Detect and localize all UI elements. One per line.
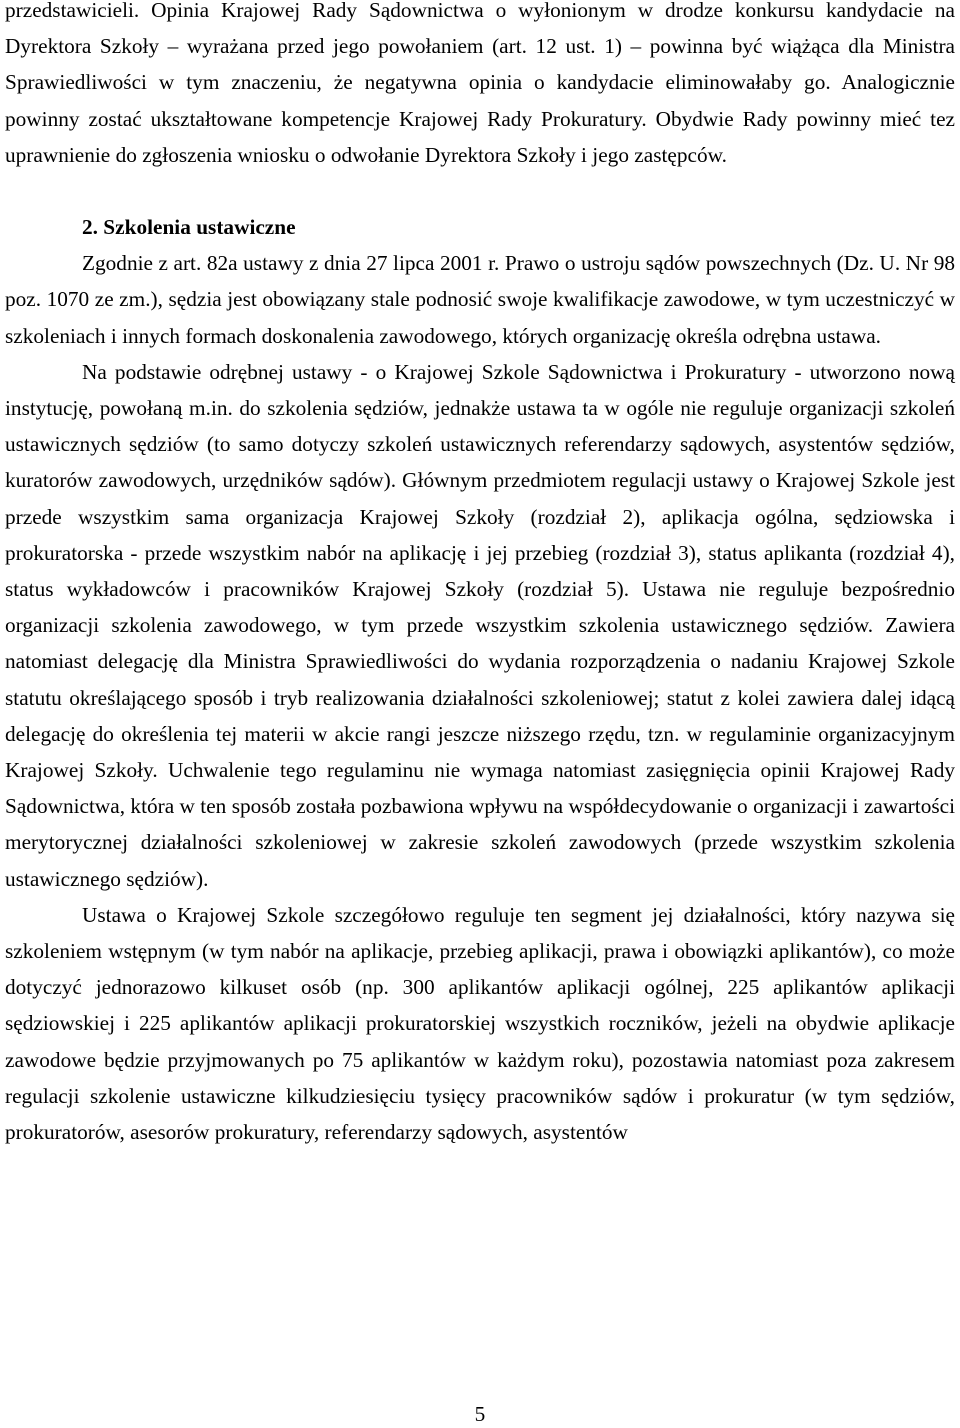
- page-number: 5: [474, 1402, 486, 1426]
- paragraph-krajowa-szkola: Na podstawie odrębnej ustawy - o Krajowej Szkole Sądownictwa i Prokuratury - utworzono nową instytucję, powołaną m.in. do szkolenia sędziów, jednakże ustawa ta w ogóle nie reguluje organizacji szkoleń ustawicznych sędziów (to samo dotyczy szkoleń ustawicznych referendarzy sądowych, asystentów sędziów, kuratorów zawodowych, urzędników sądów). Głównym przedmiotem regulacji ustawy o Krajowej Szkole jest przede wszystkim sama organizacja Krajowej Szkoły (rozdział 2), aplikacja ogólna, sędziowska i prokuratorska - przede wszystkim nabór na aplikację i jej przebieg (rozdział 3), status aplikanta (rozdział 4), status wykładowców i pracowników Krajowej Szkoły (rozdział 5). Ustawa nie reguluje bezpośrednio organizacji szkolenia zawodowego, w tym przede wszystkim szkolenia ustawicznego sędziów. Zawiera natomiast delegację dla Ministra Sprawiedliwości do wydania rozporządzenia o nadaniu Krajowej Szkole statutu określającego sposób i tryb realizowania działalności szkoleniowej; statut z kolei zawiera dalej idącą delegację do określenia tej materii w akcie rangi jeszcze niższego rzędu, tzn. w regulaminie organizacyjnym Krajowej Szkoły. Uchwalenie tego regulaminu nie wymaga natomiast zasięgnięcia opinii Krajowej Rady Sądownictwa, która w ten sposób została pozbawiona wpływu na współdecydowanie o organizacji i zawartości merytorycznej działalności szkoleniowej w zakresie szkoleń zawodowych (przede wszystkim szkolenia ustawicznego sędziów).: [5, 359, 955, 891]
- paragraph-continuation: przedstawicieli. Opinia Krajowej Rady Sądownictwa o wyłonionym w drodze konkursu kandydacie na Dyrektora Szkoły – wyrażana przed jego powołaniem (art. 12 ust. 1) – powinna być wiążąca dla Ministra Sprawiedliwości w tym znaczeniu, że negatywna opinia o kandydacie eliminowałaby go. Analogicznie powinny zostać ukształtowane kompetencje Krajowej Rady Prokuratury. Obydwie Rady powinny mieć tez uprawnienie do zgłoszenia wniosku o odwołanie Dyrektora Szkoły i jego zastępców.: [5, 0, 955, 167]
- paragraph-art-82a: Zgodnie z art. 82a ustawy z dnia 27 lipca 2001 r. Prawo o ustroju sądów powszechnych (Dz. U. Nr 98 poz. 1070 ze zm.), sędzia jest obowiązany stale podnosić swoje kwalifikacje zawodowe, w tym uczestniczyć w szkoleniach i innych formach doskonalenia zawodowego, których organizację określa odrębna ustawa.: [5, 251, 955, 348]
- section-heading: 2. Szkolenia ustawiczne: [82, 215, 296, 240]
- paragraph-ustawa-szczegolowo: Ustawa o Krajowej Szkole szczegółowo reguluje ten segment jej działalności, który nazywa się szkoleniem wstępnym (w tym nabór na aplikacje, przebieg aplikacji, prawa i obowiązki aplikantów), co może dotyczyć jednorazowo kilkuset osób (np. 300 aplikantów aplikacji ogólnej, 225 aplikantów aplikacji sędziowskiej i 225 aplikantów aplikacji prokuratorskiej wszystkich roczników, jeżeli na obydwie aplikacje zawodowe będzie przyjmowanych po 75 aplikantów w każdym roku), pozostawia natomiast poza zakresem regulacji szkolenie ustawiczne kilkudziesięciu tysięcy pracowników sądów i prokuratur (w tym sędziów, prokuratorów, asesorów prokuratury, referendarzy sądowych, asystentów: [5, 902, 955, 1145]
- document-page: [5, 0, 955, 1150]
